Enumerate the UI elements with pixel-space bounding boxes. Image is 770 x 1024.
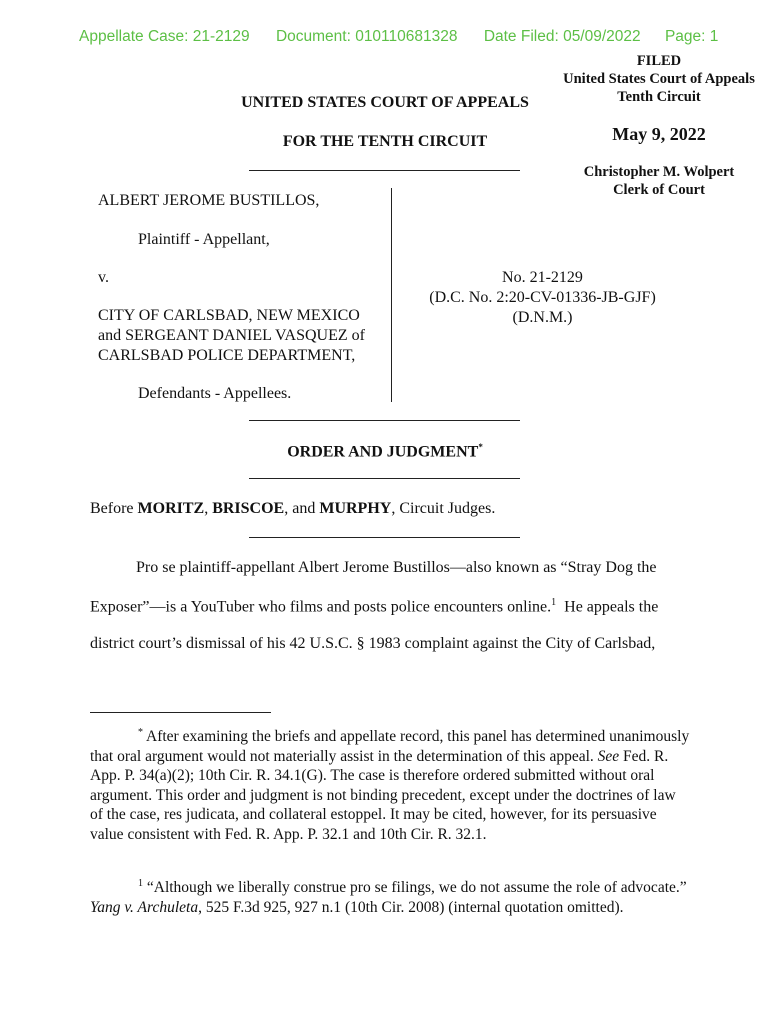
body-line-2-text: Exposer”—is a YouTuber who films and posts police encounters online. — [90, 598, 552, 616]
panel-sep: , and — [284, 500, 320, 517]
divider-rule — [249, 478, 520, 479]
filed-date: May 9, 2022 — [612, 124, 706, 144]
case-number-block — [400, 268, 685, 328]
defendant-line-2: and SERGEANT DANIEL VASQUEZ of — [98, 327, 365, 344]
panel-suffix: , Circuit Judges. — [391, 500, 496, 517]
panel-sep: , — [204, 500, 213, 517]
defendant-line-1: CITY OF CARLSBAD, NEW MEXICO — [98, 307, 360, 324]
order-footnote-mark: * — [478, 442, 483, 452]
case-number: No. 21-2129 — [502, 269, 583, 286]
defendant-role: Defendants - Appellees. — [138, 385, 292, 402]
circuit-name: FOR THE TENTH CIRCUIT — [282, 133, 488, 150]
order-title-text: ORDER AND JUDGMENT — [287, 443, 479, 461]
footnote-1-text-b: , 525 F.3d 925, 927 n.1 (10th Cir. 2008) (internal quotation omitted). — [198, 898, 624, 916]
body-line-1: Pro se plaintiff-appellant Albert Jerome Bustillos—also known as “Stray Dog the — [136, 559, 657, 576]
filed-label: FILED — [636, 53, 682, 69]
court-name: UNITED STATES COURT OF APPEALS — [241, 94, 529, 111]
clerk-name: Christopher M. Wolpert — [583, 164, 735, 180]
footnote-1-ref: 1 — [551, 597, 557, 608]
panel-line — [90, 500, 495, 518]
judge-murphy: MURPHY — [319, 500, 392, 517]
filed-circuit: Tenth Circuit — [617, 89, 701, 105]
footnote-star-mark: * — [138, 727, 143, 738]
clerk-block — [548, 163, 770, 199]
order-title — [200, 442, 570, 461]
body-line-2-tail: He appeals the — [556, 598, 659, 616]
clerk-title: Clerk of Court — [613, 182, 705, 198]
filed-court: United States Court of Appeals — [563, 71, 755, 87]
footnote-star-text-b: Fed. R. App. P. 34(a)(2); 10th Cir. R. 34.1(G). The case is therefore ordered submitted without oral argument. This order and judgment is not binding precedent, except under the doctrines of law of the case, res judicata, and collateral estoppel. It may be cited, however, for its persuasive value consistent with Fed. R. App. P. 32.1 and 10th Cir. R. 32.1. — [90, 747, 676, 843]
filing-stamp-header — [79, 28, 718, 46]
footnote-1 — [90, 874, 690, 917]
body-line-2 — [90, 597, 658, 616]
stamp-document: Document: 010110681328 — [275, 28, 458, 45]
defendant-line-3: CARLSBAD POLICE DEPARTMENT, — [98, 347, 356, 364]
plaintiff-role: Plaintiff - Appellant, — [138, 231, 270, 248]
footnote-1-text-a: “Although we liberally construe pro se filings, we do not assume the role of advocate.” — [143, 879, 687, 897]
divider-rule — [249, 170, 520, 171]
district-case-number: (D.C. No. 2:20-CV-01336-JB-GJF) — [429, 289, 656, 306]
judge-briscoe: BRISCOE — [212, 500, 285, 517]
district-court: (D.N.M.) — [512, 309, 573, 326]
footnote-separator — [90, 712, 271, 713]
stamp-case: Appellate Case: 21-2129 — [79, 28, 250, 45]
divider-rule — [249, 537, 520, 538]
caption-divider — [391, 188, 392, 402]
stamp-date-filed: Date Filed: 05/09/2022 — [483, 28, 641, 45]
panel-prefix: Before — [90, 500, 138, 517]
filed-stamp — [548, 52, 770, 106]
footnote-star-text-a: After examining the briefs and appellate record, this panel has determined unanimously that oral argument would not materially assist in the determination of this appeal. — [90, 728, 690, 765]
stamp-page: Page: 1 — [664, 28, 719, 45]
divider-rule — [249, 420, 520, 421]
footnote-1-mark: 1 — [138, 878, 143, 889]
footnote-1-case-name: Yang v. Archuleta — [90, 898, 199, 916]
body-line-3: district court’s dismissal of his 42 U.S.C. § 1983 complaint against the City of Carlsbad, — [90, 635, 656, 652]
footnote-star-see: See — [597, 747, 620, 765]
footnote-star — [90, 723, 690, 844]
judge-moritz: MORITZ — [137, 500, 205, 517]
plaintiff-name: ALBERT JEROME BUSTILLOS, — [98, 192, 320, 209]
versus: v. — [98, 269, 109, 286]
